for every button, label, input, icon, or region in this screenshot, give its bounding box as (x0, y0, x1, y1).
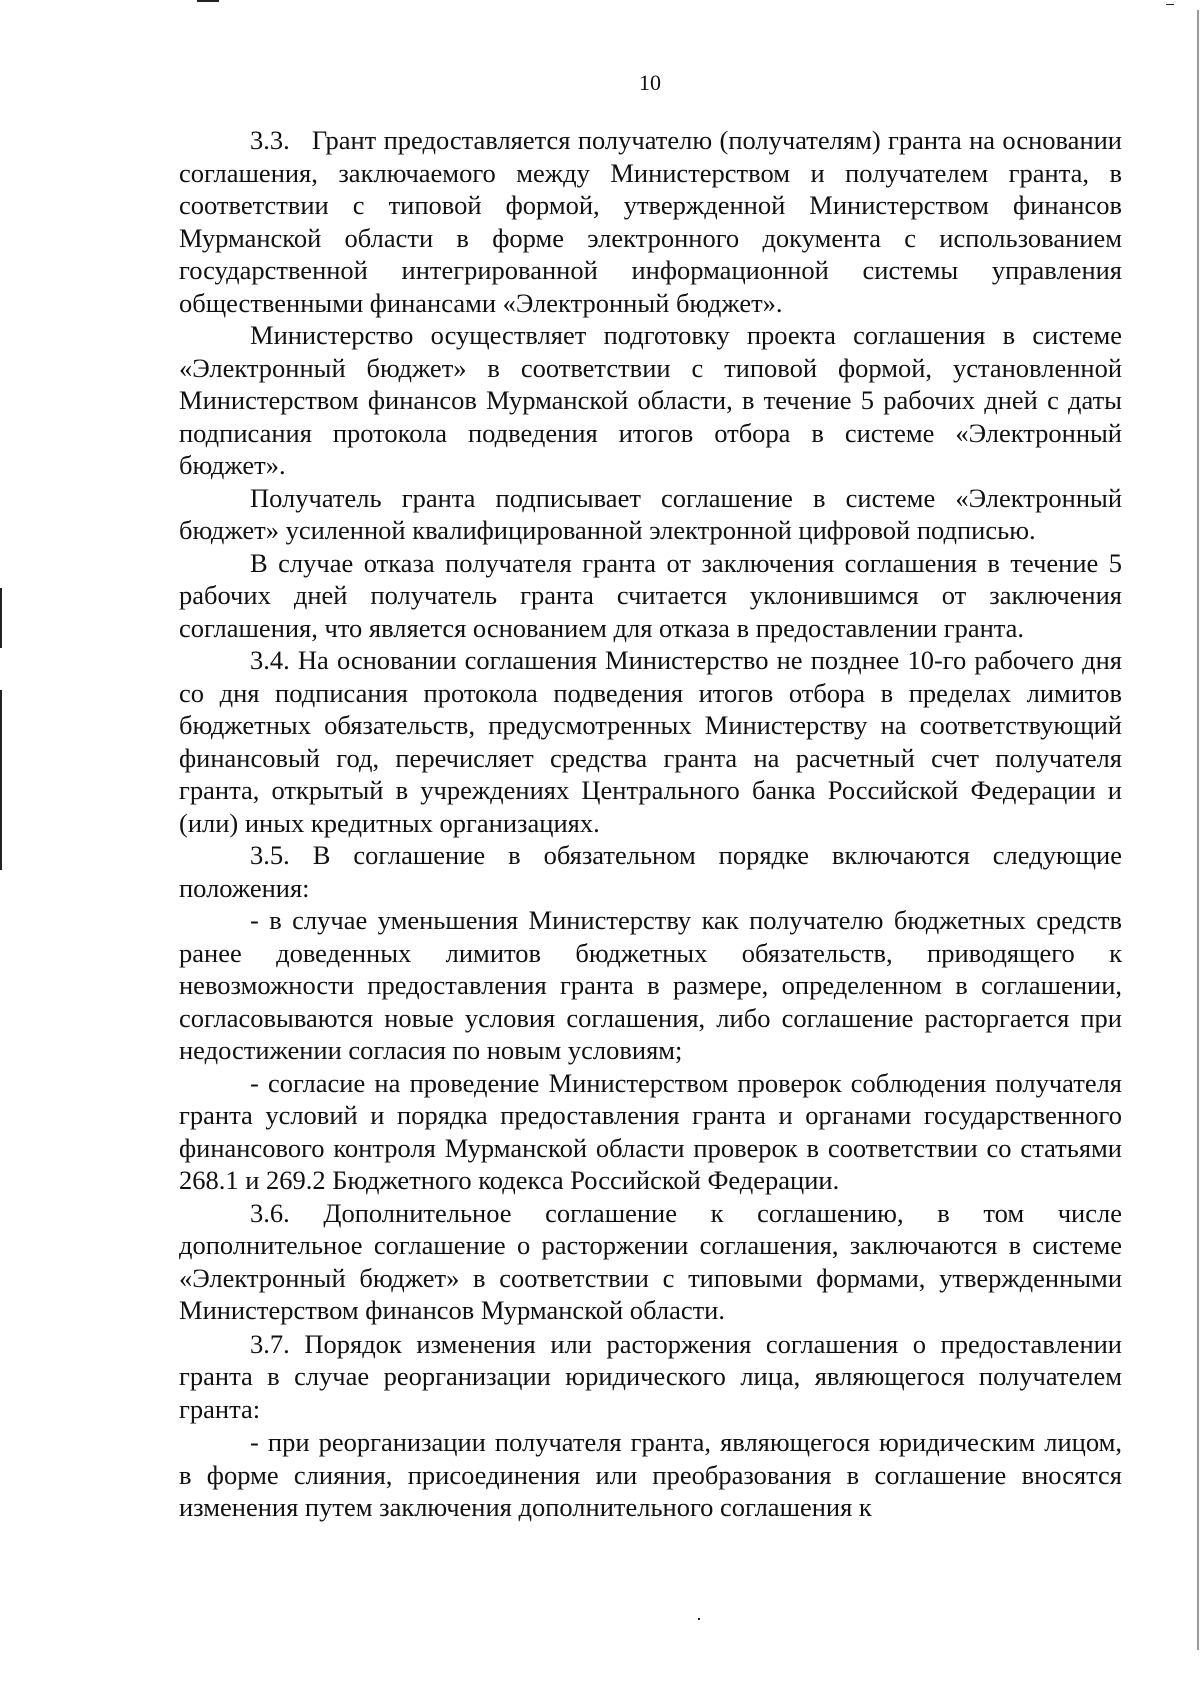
paragraph-3-5: 3.5. В соглашение в обязательном порядке включаются следующие положения: (179, 840, 1122, 903)
scan-artifact-left-edge (0, 588, 2, 648)
page-number: 10 (639, 70, 661, 95)
list-item-inspection-consent: - согласие на проведение Министерством проверок соблюдения получателя гранта условий и порядка предоставления гранта и органами государственного финансового контроля Мурманской области проверок в соответствии со статьями 268.1 и 269.2 Бюджетного кодекса Российской Федерации. (179, 1067, 1122, 1195)
document-body (179, 124, 1122, 1524)
paragraph-3-3: 3.3. Грант предоставляется получателю (получателям) гранта на основании соглашения, заключаемого между Министерством и получателем гранта, в соответствии с типовой формой, утвержденной Министерством финансов Мурманской области в форме электронного документа с использованием государственной интегрированной информационной системы управления общественными финансами «Электронный бюджет». (179, 125, 1122, 318)
list-item-limits-reduction: - в случае уменьшения Министерству как получателю бюджетных средств ранее доведенных лимитов бюджетных обязательств, приводящего к невозможности предоставления гранта в размере, определенном в соглашении, согласовываются новые условия соглашения, либо соглашение расторгается при недостижении согласия по новым условиям; (179, 905, 1122, 1065)
scan-artifact-top-right (1166, 4, 1174, 5)
scan-artifact-top (197, 0, 219, 2)
paragraph-3-7: 3.7. Порядок изменения или расторжения соглашения о предоставлении гранта в случае реорганизации юридического лица, являющегося получателем гранта: (179, 1328, 1122, 1424)
paragraph-3-6: 3.6. Дополнительное соглашение к соглашению, в том числе дополнительное соглашение о расторжении соглашения, заключаются в системе «Электронный бюджет» в соответствии с типовыми формами, утвержденными Министерством финансов Мурманской области. (179, 1197, 1122, 1325)
paragraph-ministry-preparation: Министерство осуществляет подготовку проекта соглашения в системе «Электронный бюджет» в соответствии с типовой формой, установленной Министерством финансов Мурманской области, в течение 5 рабочих дней с даты подписания протокола подведения итогов отбора в системе «Электронный бюджет». (179, 320, 1122, 480)
scan-artifact-right-edge (1197, 10, 1199, 1650)
scan-artifact-left-edge (0, 690, 2, 870)
paragraph-refusal: В случае отказа получателя гранта от заключения соглашения в течение 5 рабочих дней получатель гранта считается уклонившимся от заключения соглашения, что является основанием для отказа в предоставлении гранта. (179, 547, 1122, 643)
scan-artifact-dot (698, 1618, 700, 1620)
paragraph-signing: Получатель гранта подписывает соглашение в системе «Электронный бюджет» усиленной квалифицированной электронной цифровой подписью. (179, 482, 1122, 545)
paragraph-3-4: 3.4. На основании соглашения Министерство не позднее 10-го рабочего дня со дня подписания протокола подведения итогов отбора в пределах лимитов бюджетных обязательств, предусмотренных Министерству на соответствующий финансовый год, перечисляет средства гранта на расчетный счет получателя гранта, открытый в учреждениях Центрального банка Российской Федерации и (или) иных кредитных организациях. (179, 645, 1122, 838)
list-item-reorganization: - при реорганизации получателя гранта, являющегося юридическим лицом, в форме слияния, присоединения или преобразования в соглашение вносятся изменения путем заключения дополнительного соглашения к (179, 1427, 1122, 1522)
